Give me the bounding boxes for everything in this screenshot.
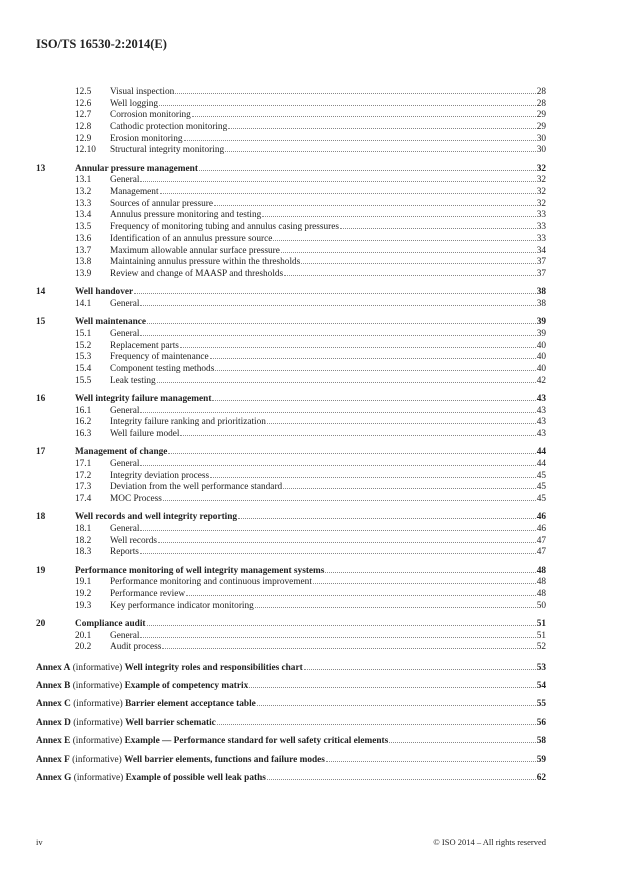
entry-title: Integrity failure ranking and prioritization <box>110 417 266 428</box>
entry-page: 62 <box>536 773 546 784</box>
entry-number: 13.3 <box>75 198 92 209</box>
toc-subsection-entry[interactable] <box>36 631 546 643</box>
entry-number: 12.5 <box>75 87 92 97</box>
dot-leader <box>257 704 536 706</box>
dot-leader <box>255 606 536 608</box>
annex-label: Annex B <box>36 680 71 691</box>
entry-number: 13.5 <box>75 222 92 233</box>
entry-page: 43 <box>536 417 546 428</box>
entry-page: 43 <box>536 405 546 416</box>
entry-number: 19.1 <box>75 577 92 588</box>
entry-page: 52 <box>536 642 546 653</box>
annex-label: Annex G <box>36 773 72 784</box>
dot-leader <box>281 251 536 253</box>
entry-title: General <box>110 405 140 416</box>
dot-leader <box>249 686 535 688</box>
entry-title: Frequency of maintenance <box>110 352 209 363</box>
entry-page: 37 <box>536 257 546 268</box>
entry-page: 44 <box>536 458 546 469</box>
toc-subsection-entry[interactable] <box>36 589 546 601</box>
toc-subsection-entry[interactable] <box>36 175 546 187</box>
entry-title: Well maintenance <box>75 317 147 328</box>
toc-section-entry[interactable] <box>36 287 546 299</box>
toc-annex-entry[interactable] <box>36 663 546 675</box>
annex-note: (informative) <box>72 662 123 673</box>
toc-subsection-entry[interactable] <box>36 329 546 341</box>
dot-leader <box>325 571 535 573</box>
toc-subsection-entry[interactable] <box>36 199 546 211</box>
toc-subsection-entry[interactable] <box>36 341 546 353</box>
entry-number: 13.6 <box>75 233 92 244</box>
entry-page: 39 <box>536 317 546 328</box>
entry-title: Well failure model <box>110 428 180 439</box>
entry-page: 45 <box>536 470 546 481</box>
entry-number: 15.3 <box>75 352 92 363</box>
entry-number: 17.1 <box>75 458 92 469</box>
toc-subsection-entry[interactable] <box>36 87 546 99</box>
dot-leader <box>140 304 535 306</box>
entry-title: Leak testing <box>110 375 156 386</box>
entry-page: 43 <box>536 428 546 439</box>
toc-subsection-entry[interactable] <box>36 429 546 441</box>
annex-note: (informative) <box>72 736 123 747</box>
entry-title: Well integrity failure management <box>75 393 212 404</box>
dot-leader <box>159 104 536 106</box>
dot-leader <box>225 150 536 152</box>
dot-leader <box>326 760 536 762</box>
dot-leader <box>301 262 535 264</box>
toc-annex-entry[interactable] <box>36 718 546 730</box>
entry-title: Well records and well integrity reporting <box>75 512 238 523</box>
entry-page: 47 <box>536 547 546 558</box>
dot-leader <box>168 452 535 454</box>
annex-label: Annex A <box>36 662 71 673</box>
entry-number: 18.3 <box>75 547 92 558</box>
entry-title: General <box>110 523 140 534</box>
entry-title: Frequency of monitoring tubing and annulus casing pressures <box>110 222 340 233</box>
dot-leader <box>217 723 536 725</box>
entry-page: 46 <box>536 512 546 523</box>
entry-title: Performance monitoring of well integrity management systems <box>75 565 325 576</box>
toc-annex-entry[interactable] <box>36 699 546 711</box>
dot-leader <box>267 422 536 424</box>
entry-title: Structural integrity monitoring <box>110 145 225 156</box>
dot-leader <box>163 499 536 501</box>
toc-subsection-entry[interactable] <box>36 210 546 222</box>
dot-leader <box>147 624 536 626</box>
entry-title: Replacement parts <box>110 340 179 351</box>
toc-subsection-entry[interactable] <box>36 122 546 134</box>
dot-leader <box>157 381 536 383</box>
entry-number: 20.2 <box>75 642 92 653</box>
dot-leader <box>283 487 536 489</box>
entry-number: 12.9 <box>75 133 92 144</box>
entry-number: 14 <box>36 287 46 298</box>
entry-page: 45 <box>536 482 546 493</box>
entry-title: Deviation from the well performance standard <box>110 482 283 493</box>
entry-title: Cathodic protection monitoring <box>110 122 228 133</box>
dot-leader <box>262 215 535 217</box>
dot-leader <box>180 434 535 436</box>
entry-number: 15.2 <box>75 340 92 351</box>
entry-title: Management <box>110 187 159 198</box>
entry-title: Well integrity roles and responsibilities chart <box>124 662 303 673</box>
entry-page: 40 <box>536 352 546 363</box>
entry-title: General <box>110 458 140 469</box>
page-footer <box>36 837 546 847</box>
annex-note: (informative) <box>72 754 122 765</box>
toc-section-entry[interactable] <box>36 394 546 406</box>
entry-number: 17.2 <box>75 470 92 481</box>
dot-leader <box>210 357 536 359</box>
toc-subsection-entry[interactable] <box>36 364 546 376</box>
entry-title: Well barrier elements, functions and failure modes <box>124 754 325 765</box>
annex-note: (informative) <box>72 680 123 691</box>
dot-leader <box>304 668 536 670</box>
copyright: © ISO 2014 – All rights reserved <box>433 837 546 847</box>
entry-number: 20.1 <box>75 630 92 641</box>
entry-page: 39 <box>536 328 546 339</box>
entry-number: 17.3 <box>75 482 92 493</box>
entry-page: 48 <box>536 565 546 576</box>
entry-page: 28 <box>536 87 546 97</box>
entry-page: 42 <box>536 375 546 386</box>
entry-page: 53 <box>536 662 546 673</box>
entry-page: 38 <box>536 287 546 298</box>
entry-number: 19 <box>36 565 46 576</box>
dot-leader <box>214 204 536 206</box>
annex-note: (informative) <box>73 773 124 784</box>
entry-number: 13 <box>36 163 46 174</box>
entry-number: 18.2 <box>75 535 92 546</box>
dot-leader <box>192 115 536 117</box>
entry-number: 16.3 <box>75 428 92 439</box>
annex-label: Annex C <box>36 699 71 710</box>
toc-annex-entry[interactable] <box>36 755 546 767</box>
page-number: iv <box>36 837 43 847</box>
entry-page: 45 <box>536 493 546 504</box>
entry-page: 33 <box>536 222 546 233</box>
entry-title: Example of possible well leak paths <box>125 773 266 784</box>
entry-title: Sources of annular pressure <box>110 198 214 209</box>
entry-page: 50 <box>536 600 546 611</box>
toc-section-entry[interactable] <box>36 566 546 578</box>
dot-leader <box>180 346 536 348</box>
entry-number: 13.2 <box>75 187 92 198</box>
entry-number: 13.8 <box>75 257 92 268</box>
toc-section-entry[interactable] <box>36 164 546 176</box>
entry-number: 12.6 <box>75 98 92 109</box>
entry-title: Performance monitoring and continuous improvement <box>110 577 312 588</box>
entry-number: 13.7 <box>75 245 92 256</box>
entry-title: Visual inspection <box>110 87 175 97</box>
entry-page: 51 <box>536 630 546 641</box>
entry-title: Well logging <box>110 98 159 109</box>
toc-section-entry[interactable] <box>36 619 546 631</box>
entry-page: 51 <box>536 618 546 629</box>
entry-page: 30 <box>536 145 546 156</box>
toc-subsection-entry[interactable] <box>36 642 546 654</box>
dot-leader <box>140 411 535 413</box>
entry-number: 12.10 <box>75 145 96 156</box>
toc-annex-entry[interactable] <box>36 736 546 748</box>
entry-page: 38 <box>536 298 546 309</box>
dot-leader <box>228 127 535 129</box>
entry-number: 18 <box>36 512 46 523</box>
dot-leader <box>160 192 536 194</box>
dot-leader <box>313 582 536 584</box>
dot-leader <box>140 464 535 466</box>
entry-number: 17.4 <box>75 493 92 504</box>
entry-title: Reports <box>110 547 139 558</box>
entry-number: 16.1 <box>75 405 92 416</box>
entry-title: Annulus pressure monitoring and testing <box>110 210 262 221</box>
annex-note: (informative) <box>73 717 123 728</box>
table-of-contents <box>36 87 546 785</box>
toc-subsection-entry[interactable] <box>36 134 546 146</box>
dot-leader <box>175 92 535 94</box>
entry-number: 13.4 <box>75 210 92 221</box>
entry-title: Maintaining annulus pressure within the thresholds <box>110 257 301 268</box>
entry-title: General <box>110 298 140 309</box>
entry-page: 44 <box>536 447 546 458</box>
dot-leader <box>140 180 535 182</box>
entry-title: General <box>110 175 140 186</box>
toc-annex-entry[interactable] <box>36 681 546 693</box>
entry-number: 15.1 <box>75 328 92 339</box>
toc-subsection-entry[interactable] <box>36 352 546 364</box>
entry-page: 29 <box>536 122 546 133</box>
entry-page: 32 <box>536 187 546 198</box>
dot-leader <box>389 741 535 743</box>
toc-section-entry[interactable] <box>36 447 546 459</box>
dot-leader <box>140 552 536 554</box>
entry-number: 18.1 <box>75 523 92 534</box>
toc-subsection-entry[interactable] <box>36 471 546 483</box>
entry-page: 54 <box>536 680 546 691</box>
toc-subsection-entry[interactable] <box>36 376 546 388</box>
entry-title: Barrier element acceptance table <box>125 699 256 710</box>
entry-page: 32 <box>536 175 546 186</box>
entry-page: 33 <box>536 233 546 244</box>
annex-label: Annex D <box>36 717 71 728</box>
entry-number: 16.2 <box>75 417 92 428</box>
toc-subsection-entry[interactable] <box>36 601 546 613</box>
entry-page: 28 <box>536 98 546 109</box>
entry-number: 13.9 <box>75 268 92 279</box>
entry-title: Corrosion monitoring <box>110 110 191 121</box>
dot-leader <box>284 274 536 276</box>
entry-number: 12.8 <box>75 122 92 133</box>
entry-title: Example — Performance standard for well safety critical elements <box>124 736 389 747</box>
dot-leader <box>158 541 536 543</box>
entry-page: 48 <box>536 577 546 588</box>
document-header: ISO/TS 16530-2:2014(E) <box>36 37 167 51</box>
entry-title: Key performance indicator monitoring <box>110 600 254 611</box>
toc-section-entry[interactable] <box>36 512 546 524</box>
entry-title: Well records <box>110 535 158 546</box>
entry-title: General <box>110 630 140 641</box>
entry-page: 55 <box>536 699 546 710</box>
dot-leader <box>140 529 535 531</box>
entry-title: General <box>110 328 140 339</box>
dot-leader <box>215 369 535 371</box>
entry-number: 19.2 <box>75 588 92 599</box>
toc-subsection-entry[interactable] <box>36 547 546 559</box>
toc-subsection-entry[interactable] <box>36 145 546 157</box>
entry-title: Compliance audit <box>75 618 146 629</box>
entry-title: Audit process <box>110 642 162 653</box>
toc-subsection-entry[interactable] <box>36 406 546 418</box>
dot-leader <box>199 169 536 171</box>
toc-annex-entry[interactable] <box>36 773 546 785</box>
toc-subsection-entry[interactable] <box>36 299 546 311</box>
entry-number: 14.1 <box>75 298 92 309</box>
toc-subsection-entry[interactable] <box>36 577 546 589</box>
dot-leader <box>273 239 535 241</box>
entry-title: Management of change <box>75 447 168 458</box>
toc-subsection-entry[interactable] <box>36 536 546 548</box>
entry-page: 32 <box>536 163 546 174</box>
entry-number: 15.5 <box>75 375 92 386</box>
dot-leader <box>267 778 536 780</box>
dot-leader <box>238 517 536 519</box>
dot-leader <box>140 636 535 638</box>
entry-page: 58 <box>536 736 546 747</box>
toc-subsection-entry[interactable] <box>36 269 546 281</box>
dot-leader <box>147 322 536 324</box>
entry-page: 30 <box>536 133 546 144</box>
entry-page: 33 <box>536 210 546 221</box>
entry-number: 15 <box>36 317 46 328</box>
entry-title: Review and change of MAASP and thresholds <box>110 268 284 279</box>
entry-page: 34 <box>536 245 546 256</box>
toc-subsection-entry[interactable] <box>36 417 546 429</box>
dot-leader <box>210 476 536 478</box>
dot-leader <box>340 227 536 229</box>
toc-subsection-entry[interactable] <box>36 459 546 471</box>
entry-page: 59 <box>536 754 546 765</box>
entry-page: 56 <box>536 717 546 728</box>
entry-title: MOC Process <box>110 493 162 504</box>
entry-page: 37 <box>536 268 546 279</box>
entry-number: 15.4 <box>75 363 92 374</box>
entry-number: 19.3 <box>75 600 92 611</box>
entry-page: 48 <box>536 588 546 599</box>
entry-title: Well handover <box>75 287 134 298</box>
toc-subsection-entry[interactable] <box>36 234 546 246</box>
toc-subsection-entry[interactable] <box>36 187 546 199</box>
entry-number: 12.7 <box>75 110 92 121</box>
dot-leader <box>186 594 536 596</box>
toc-subsection-entry[interactable] <box>36 222 546 234</box>
entry-title: Identification of an annulus pressure source <box>110 233 273 244</box>
toc-subsection-entry[interactable] <box>36 110 546 122</box>
entry-page: 43 <box>536 393 546 404</box>
entry-page: 47 <box>536 535 546 546</box>
dot-leader <box>162 647 535 649</box>
toc-subsection-entry[interactable] <box>36 257 546 269</box>
dot-leader <box>184 139 536 141</box>
annex-label: Annex E <box>36 736 71 747</box>
entry-title: Well barrier schematic <box>125 717 216 728</box>
entry-title: Component testing methods <box>110 363 215 374</box>
entry-number: 20 <box>36 618 46 629</box>
entry-page: 32 <box>536 198 546 209</box>
entry-number: 17 <box>36 447 46 458</box>
dot-leader <box>212 399 535 401</box>
annex-label: Annex F <box>36 754 70 765</box>
entry-title: Maximum allowable annular surface pressure <box>110 245 280 256</box>
entry-title: Erosion monitoring <box>110 133 183 144</box>
dot-leader <box>134 292 536 294</box>
toc-subsection-entry[interactable] <box>36 99 546 111</box>
entry-number: 16 <box>36 393 46 404</box>
entry-page: 40 <box>536 340 546 351</box>
entry-page: 46 <box>536 523 546 534</box>
toc-subsection-entry[interactable] <box>36 482 546 494</box>
toc-subsection-entry[interactable] <box>36 246 546 258</box>
toc-section-entry[interactable] <box>36 317 546 329</box>
entry-page: 40 <box>536 363 546 374</box>
entry-title: Annular pressure management <box>75 163 198 174</box>
toc-subsection-entry[interactable] <box>36 494 546 506</box>
annex-note: (informative) <box>73 699 123 710</box>
toc-subsection-entry[interactable] <box>36 524 546 536</box>
entry-page: 29 <box>536 110 546 121</box>
entry-title: Integrity deviation process <box>110 470 210 481</box>
entry-title: Example of competency matrix <box>124 680 249 691</box>
dot-leader <box>140 334 535 336</box>
entry-number: 13.1 <box>75 175 92 186</box>
entry-title: Performance review <box>110 588 186 599</box>
